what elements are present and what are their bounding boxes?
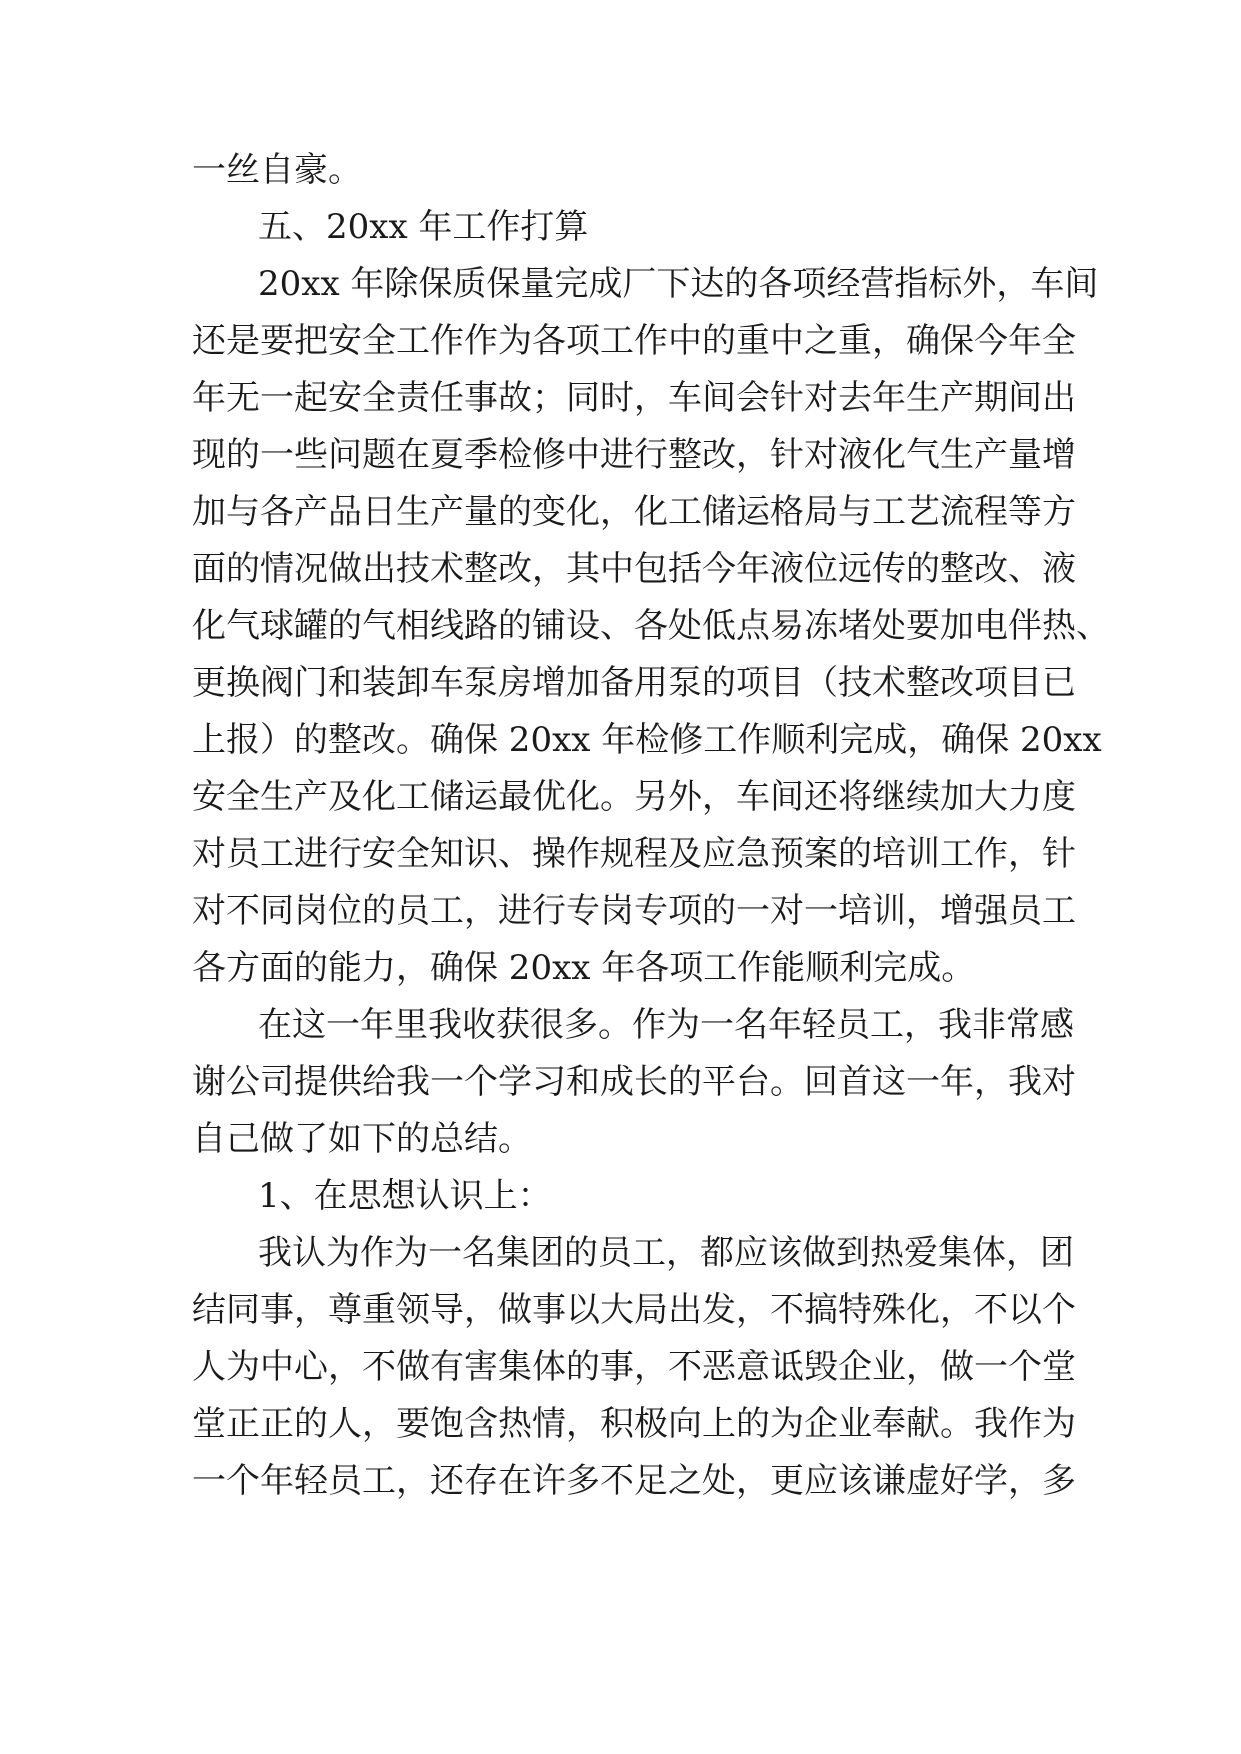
- section-heading: 五、20xx 年工作打算: [258, 207, 589, 247]
- text-line: 年无一起安全责任事故；同时，车间会针对去年生产期间出: [192, 378, 1076, 418]
- text-line: 还是要把安全工作作为各项工作中的重中之重，确保今年全: [192, 321, 1076, 361]
- text-line: 结同事，尊重领导，做事以大局出发，不搞特殊化，不以个: [192, 1290, 1076, 1330]
- text-line: 人为中心，不做有害集体的事，不恶意诋毁企业，做一个堂: [192, 1347, 1076, 1387]
- text-line: 一丝自豪。: [192, 150, 362, 190]
- text-line: 加与各产品日生产量的变化，化工储运格局与工艺流程等方: [192, 492, 1076, 532]
- text-line: 各方面的能力，确保 20xx 年各项工作能顺利完成。: [192, 948, 976, 988]
- text-line: 上报）的整改。确保 20xx 年检修工作顺利完成，确保 20xx: [192, 720, 1102, 760]
- text-line: 对员工进行安全知识、操作规程及应急预案的培训工作，针: [192, 834, 1076, 874]
- text-line: 现的一些问题在夏季检修中进行整改，针对液化气生产量增: [192, 435, 1076, 475]
- text-line: 安全生产及化工储运最优化。另外，车间还将继续加大力度: [192, 777, 1076, 817]
- text-line: 我认为作为一名集团的员工，都应该做到热爱集体，团: [258, 1233, 1074, 1273]
- text-line: 在这一年里我收获很多。作为一名年轻员工，我非常感: [258, 1005, 1074, 1045]
- text-line: 自己做了如下的总结。: [192, 1119, 532, 1159]
- text-line: 谢公司提供给我一个学习和成长的平台。回首这一年，我对: [192, 1062, 1076, 1102]
- text-line: 20xx 年除保质保量完成厂下达的各项经营指标外，车间: [258, 264, 1099, 304]
- text-line: 对不同岗位的员工，进行专岗专项的一对一培训，增强员工: [192, 891, 1076, 931]
- text-line: 面的情况做出技术整改，其中包括今年液位远传的整改、液: [192, 549, 1076, 589]
- text-line: 一个年轻员工，还存在许多不足之处，更应该谦虚好学，多: [192, 1461, 1076, 1501]
- text-line: 更换阀门和装卸车泵房增加备用泵的项目（技术整改项目已: [192, 663, 1076, 703]
- section-heading: 1、在思想认识上：: [258, 1176, 552, 1216]
- text-line: 堂正正的人，要饱含热情，积极向上的为企业奉献。我作为: [192, 1404, 1076, 1444]
- text-line: 化气球罐的气相线路的铺设、各处低点易冻堵处要加电伴热、: [192, 606, 1110, 646]
